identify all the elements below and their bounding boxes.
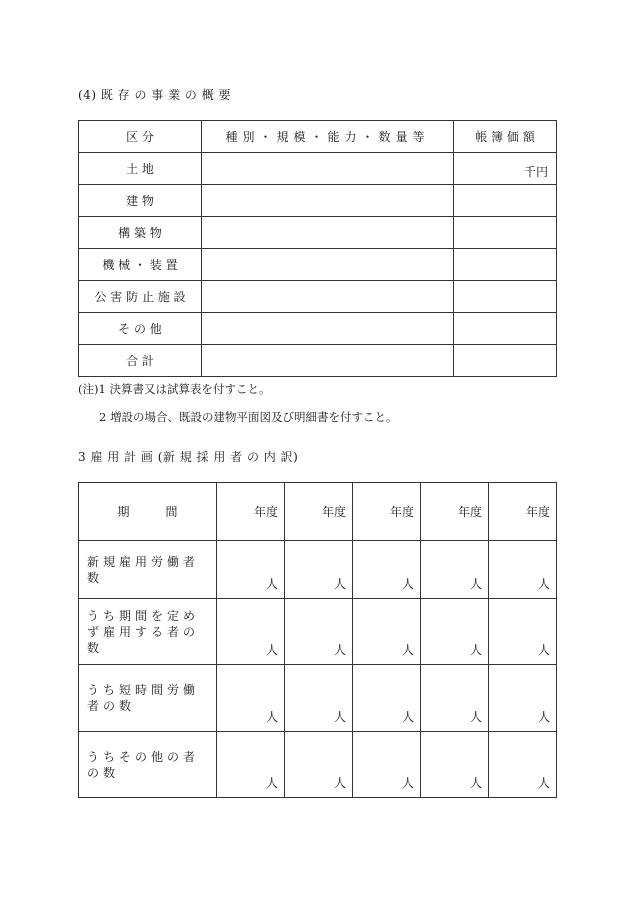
header-category: 区 分 (79, 121, 202, 153)
table-row (79, 665, 557, 732)
row-label: うち短時間労働者の数 (79, 665, 217, 732)
table-row (79, 153, 557, 185)
count-cell[interactable]: 人 (489, 541, 557, 599)
table-header-row (79, 121, 557, 153)
row-label: 合 計 (79, 345, 202, 377)
row-label: 建 物 (79, 185, 202, 217)
table-row (79, 185, 557, 217)
count-cell[interactable]: 人 (217, 665, 285, 732)
count-cell[interactable]: 人 (285, 732, 353, 798)
table-row (79, 281, 557, 313)
header-period: 期 間 (79, 483, 217, 541)
count-cell[interactable]: 人 (285, 599, 353, 665)
table-row (79, 249, 557, 281)
type-scale-cell[interactable] (202, 345, 454, 377)
count-cell[interactable]: 人 (421, 541, 489, 599)
year-cell[interactable]: 年度 (421, 483, 489, 541)
count-cell[interactable]: 人 (353, 732, 421, 798)
book-value-cell[interactable] (454, 281, 557, 313)
row-label: うちその他の者の数 (79, 732, 217, 798)
section3-heading: 3 雇 用 計 画 (新 規 採 用 者 の 内 訳) (78, 450, 299, 464)
year-cell[interactable]: 年度 (285, 483, 353, 541)
count-cell[interactable]: 人 (421, 665, 489, 732)
header-book-value: 帳 簿 価 額 (454, 121, 557, 153)
row-label: うち期間を定めず雇用する者の数 (79, 599, 217, 665)
count-cell[interactable]: 人 (217, 541, 285, 599)
type-scale-cell[interactable] (202, 249, 454, 281)
employment-plan-table (78, 482, 557, 798)
count-cell[interactable]: 人 (285, 541, 353, 599)
table-row (79, 217, 557, 249)
type-scale-cell[interactable] (202, 185, 454, 217)
table-row (79, 599, 557, 665)
type-scale-cell[interactable] (202, 313, 454, 345)
year-cell[interactable]: 年度 (217, 483, 285, 541)
book-value-cell[interactable] (454, 217, 557, 249)
book-value-unit[interactable]: 千円 (454, 153, 557, 185)
count-cell[interactable]: 人 (489, 665, 557, 732)
count-cell[interactable]: 人 (217, 599, 285, 665)
header-type-scale: 種別・規模・能力・数量等 (202, 121, 454, 153)
book-value-cell[interactable] (454, 313, 557, 345)
year-cell[interactable]: 年度 (353, 483, 421, 541)
count-cell[interactable]: 人 (285, 665, 353, 732)
note-2: 2 増設の場合、既設の建物平面図及び明細書を付すこと。 (99, 410, 398, 424)
existing-business-table (78, 120, 557, 377)
count-cell[interactable]: 人 (489, 599, 557, 665)
section4-heading: (4) 既 存 の 事 業 の 概 要 (78, 88, 232, 102)
table-header-row (79, 483, 557, 541)
count-cell[interactable]: 人 (421, 732, 489, 798)
count-cell[interactable]: 人 (421, 599, 489, 665)
book-value-cell[interactable] (454, 249, 557, 281)
count-cell[interactable]: 人 (353, 599, 421, 665)
table-row (79, 732, 557, 798)
count-cell[interactable]: 人 (489, 732, 557, 798)
book-value-cell[interactable] (454, 345, 557, 377)
note-1: (注)1 決算書又は試算表を付すこと。 (78, 382, 271, 396)
count-cell[interactable]: 人 (353, 665, 421, 732)
table-row (79, 345, 557, 377)
type-scale-cell[interactable] (202, 281, 454, 313)
row-label: そ の 他 (79, 313, 202, 345)
row-label: 公 害 防 止 施 設 (79, 281, 202, 313)
row-label: 構 築 物 (79, 217, 202, 249)
table-row (79, 541, 557, 599)
table-row (79, 313, 557, 345)
row-label: 新規雇用労働者数 (79, 541, 217, 599)
count-cell[interactable]: 人 (353, 541, 421, 599)
row-label: 機 械 ・ 装 置 (79, 249, 202, 281)
book-value-cell[interactable] (454, 185, 557, 217)
year-cell[interactable]: 年度 (489, 483, 557, 541)
type-scale-cell[interactable] (202, 153, 454, 185)
row-label: 土 地 (79, 153, 202, 185)
type-scale-cell[interactable] (202, 217, 454, 249)
count-cell[interactable]: 人 (217, 732, 285, 798)
